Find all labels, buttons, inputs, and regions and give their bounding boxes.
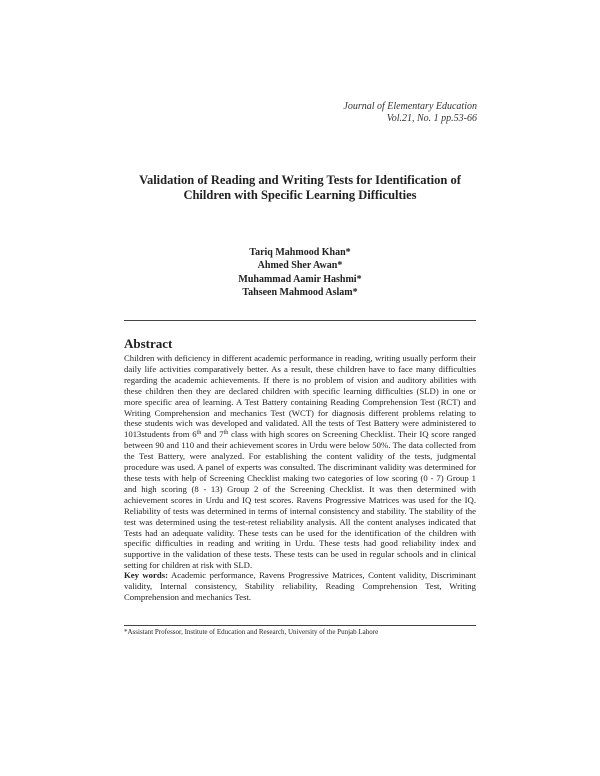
paper-title (120, 173, 480, 203)
superscript: th (196, 430, 202, 437)
author-list (120, 246, 480, 299)
author-name: Tahseen Mahmood Aslam* (242, 286, 358, 298)
keywords-label: Key words: (124, 570, 168, 580)
keywords-text: Academic performance, Ravens Progressive Matrices, Content validity, Discriminant validity, Internal consistency, Stability reliability, Reading Comprehension Test, Writing Comprehension and mechanics Test. (124, 570, 476, 602)
abstract-text-part: Children with deficiency in different academic performance in reading, writing usually perform their daily life activities comparatively better. As a result, these children have to face many difficulties regarding the academic achievements. If there is no problem of vision and auditory abilities with these children then they are declared children with specific learning difficulties (SLD) in one or more specific area of learning. A Test Battery containing Reading Comprehension Test (RCT) and Writing Comprehension and mechanics Test (WCT) for diagnosis different problems relating to these students wich was developed and validated. All the tests of Test Battery were administered to 1013students from 6 (124, 353, 476, 440)
journal-volume: Vol.21, No. 1 pp.53-66 (386, 113, 477, 124)
author-name: Tariq Mahmood Khan* (249, 247, 351, 258)
author-name: Muhammad Aamir Hashmi* (238, 273, 362, 285)
abstract-text-part: and 7 (201, 429, 224, 440)
abstract-text-part: class with high scores on Screening Checklist. Their IQ score ranged between 90 and 110 and their achievement scores in Urdu were below 50%. The data collected from the Test Battery, were analyzed. For establishing the content validity of the tests, judgmental procedure was used. A panel of experts was consulted. The discriminant validity was determined for these tests with help of Screening Checklist making two categories of low scoring (0 - 7) Group 1 and high scoring (8 - 13) Group 2 of the Screening Checklist. It was then determined with achievement scores in Urdu and IQ test scores. Ravens Progressive Matrices was used for the IQ. Reliability of tests was determined in terms of internal consistency and stability. The stability of the test was determined using the test-retest reliability analysis. All the content analyses indicated that Tests had an adequate validity. These tests can be used for the identification of the children with specific difficulties in reading and writing in Urdu. These tests had good reliability index and supportive in the validation of these tests. These tests can be used in regular schools and in clinical setting for children at risk with SLD. (124, 429, 476, 571)
superscript: th (223, 430, 229, 437)
keywords (124, 570, 476, 603)
abstract-text (124, 353, 476, 571)
paper-title-line-2: Children with Specific Learning Difficulties (183, 188, 417, 202)
abstract-heading: Abstract (124, 336, 173, 351)
footnote-divider (124, 625, 476, 626)
header-divider (124, 320, 476, 321)
journal-header (343, 101, 477, 125)
author-name: Ahmed Sher Awan* (257, 260, 343, 272)
paper-title-line-1: Validation of Reading and Writing Tests for Identification of (139, 173, 461, 187)
journal-name: Journal of Elementary Education (343, 101, 477, 112)
author-affiliation-footnote: *Assistant Professor, Institute of Education and Research, University of the Punjab Lahore (124, 628, 379, 636)
